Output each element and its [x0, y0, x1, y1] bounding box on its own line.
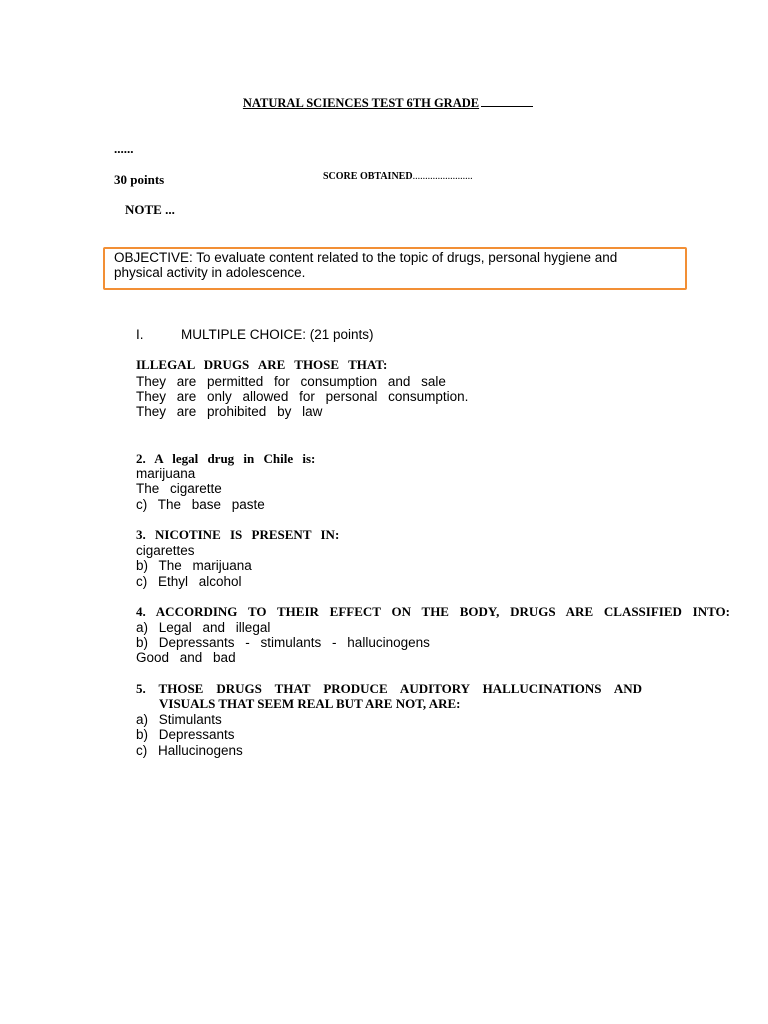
- name-dots: ......: [114, 141, 134, 156]
- section-title: MULTIPLE CHOICE: (21 points): [181, 327, 374, 342]
- question-4-heading: 4. ACCORDING TO THEIR EFFECT ON THE BODY, DRUGS ARE CLASSIFIED INTO:: [136, 604, 730, 619]
- question-3-option-c: c) Ethyl alcohol: [136, 574, 242, 589]
- objective-box: [103, 247, 687, 290]
- question-2-option-c: c) The base paste: [136, 497, 265, 512]
- question-2-option-b: The cigarette: [136, 481, 222, 496]
- score-fill: ........................: [412, 171, 473, 182]
- section-heading: [136, 327, 374, 342]
- question-2-heading: 2. A legal drug in Chile is:: [136, 451, 316, 466]
- score-label: SCORE OBTAINED: [323, 171, 413, 182]
- title-blank-line: [481, 94, 533, 107]
- question-1-option-b: They are only allowed for personal consumption.: [136, 389, 469, 404]
- total-points: 30 points: [114, 172, 165, 187]
- question-5-option-b: b) Depressants: [136, 727, 235, 742]
- question-2-option-a: marijuana: [136, 466, 196, 481]
- question-3-option-b: b) The marijuana: [136, 558, 252, 573]
- question-4-option-c: Good and bad: [136, 650, 236, 665]
- section-number: I.: [136, 327, 144, 342]
- score-obtained: [323, 171, 473, 182]
- objective-line-1: OBJECTIVE: To evaluate content related to the topic of drugs, personal hygiene and: [114, 250, 618, 265]
- question-5-heading-line-1: 5. THOSE DRUGS THAT PRODUCE AUDITORY HALLUCINATIONS AND: [136, 681, 642, 696]
- question-4-option-a: a) Legal and illegal: [136, 620, 271, 635]
- question-5-option-c: c) Hallucinogens: [136, 743, 243, 758]
- question-1-option-c: They are prohibited by law: [136, 404, 323, 419]
- question-1-option-a: They are permitted for consumption and sale: [136, 374, 446, 389]
- test-title: [0, 94, 768, 111]
- question-3-heading: 3. NICOTINE IS PRESENT IN:: [136, 527, 340, 542]
- question-3-option-a: cigarettes: [136, 543, 195, 558]
- objective-line-2: physical activity in adolescence.: [114, 265, 306, 280]
- question-1-heading: ILLEGAL DRUGS ARE THOSE THAT:: [136, 357, 388, 372]
- question-5-heading-line-2: VISUALS THAT SEEM REAL BUT ARE NOT, ARE:: [159, 696, 461, 711]
- test-title-text: NATURAL SCIENCES TEST 6TH GRADE: [242, 96, 480, 110]
- question-4-option-b: b) Depressants - stimulants - hallucinogens: [136, 635, 430, 650]
- note-label: NOTE ...: [125, 202, 175, 217]
- question-5-option-a: a) Stimulants: [136, 712, 222, 727]
